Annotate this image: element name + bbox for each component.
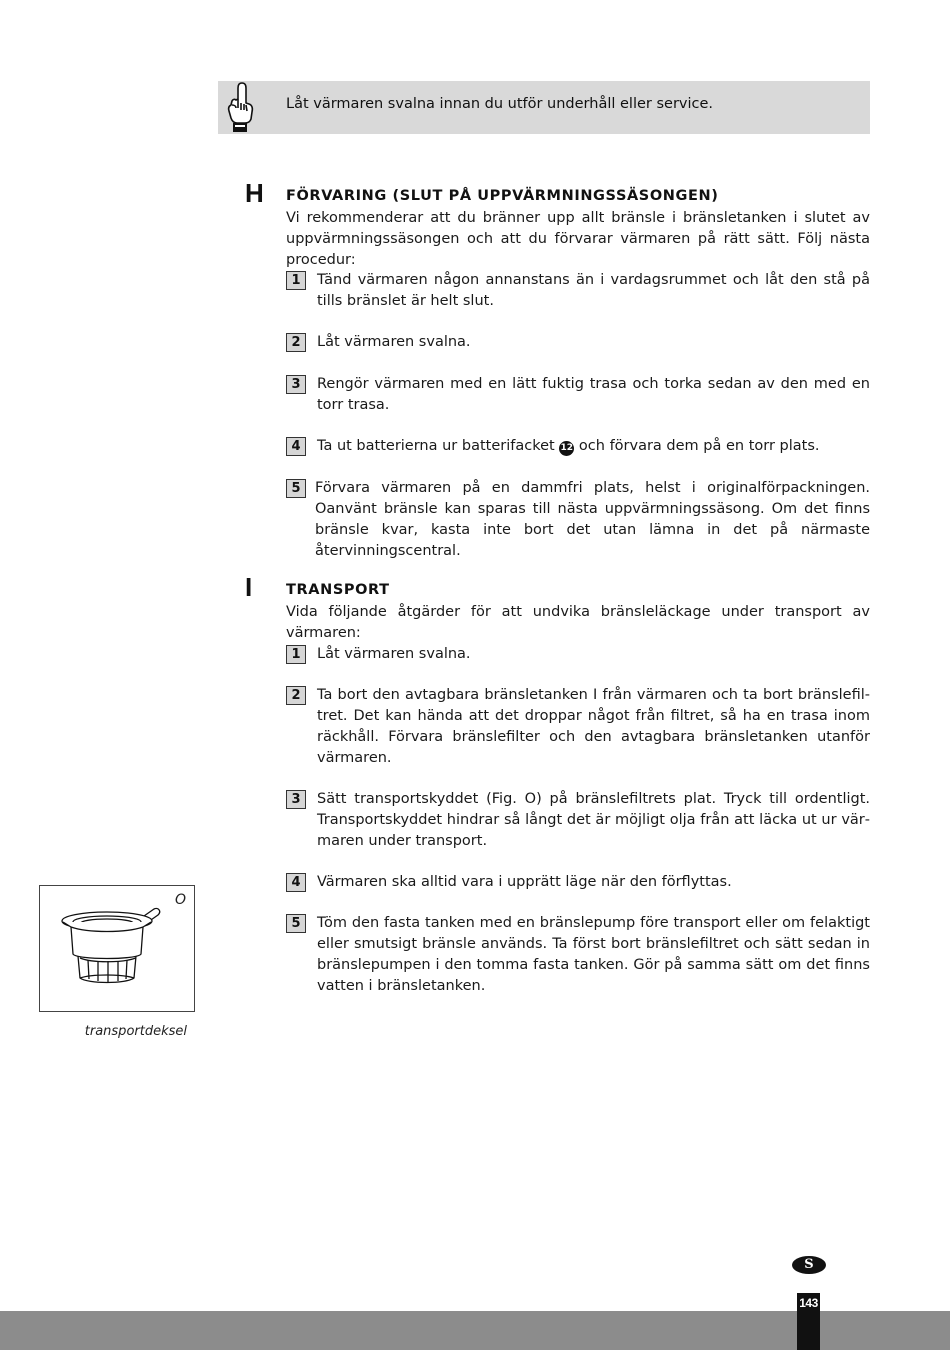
step-text-before: Ta ut batterierna ur batterifacket: [317, 438, 555, 454]
section-title-storage: FÖRVARING (SLUT PÅ UPPVÄRMNINGSSÄSONGEN): [286, 188, 719, 204]
step-transport-4: [286, 872, 870, 893]
warning-note: [218, 81, 870, 134]
step-text: Förvara värmaren på en dammfri plats, helst i originalförpackningen. Oanvänt bränsle kan sparas till nästa uppvärmningssäsong. Om det finns bränsle kvar, kasta inte bort det utan lämna in det på närmaste återvinningscentral.: [315, 480, 870, 559]
transport-cover-drawing: [58, 902, 168, 992]
step-transport-1: [286, 644, 870, 665]
language-badge: S: [792, 1256, 826, 1274]
step-number: 3: [286, 790, 306, 809]
step-text: Värmaren ska alltid vara i upprätt läge när den förflyttas.: [317, 874, 732, 890]
step-storage-3: [286, 374, 870, 416]
step-text: Låt värmaren svalna.: [317, 334, 471, 350]
step-number: 4: [286, 873, 306, 892]
step-storage-1: [286, 270, 870, 312]
step-text: Tänd värmaren någon annanstans än i vardagsrummet och låt den stå på tills bränslet är helt slut.: [317, 272, 870, 309]
step-number: 2: [286, 333, 306, 352]
step-text: [317, 436, 870, 457]
step-transport-3: [286, 789, 870, 852]
section-intro-transport: Vida följande åtgärder för att undvika bränsleläckage under transport av värmaren:: [286, 604, 870, 641]
page-number-tab: [797, 1293, 820, 1350]
step-text: Ta bort den avtagbara bränsletanken I från värmaren och ta bort bränslefiltret. Det kan hända att det droppar något från filtret, så ha en trasa inom räckhåll. Förvara bränslefilter och den avtagbara bränsletanken utanför värmaren.: [317, 687, 870, 766]
step-number: 5: [286, 479, 306, 498]
warning-text: Låt värmaren svalna innan du utför underhåll eller service.: [286, 96, 714, 112]
step-text: Töm den fasta tanken med en bränslepump före transport eller om felaktigt eller smutsigt bränsle används. Ta först bort bränslefiltret och sätt sedan in bränslepumpen i den tomma fasta tanken. Gör på samma sätt om det finns vatten i bränsletanken.: [317, 915, 870, 994]
step-text: Sätt transportskyddet (Fig. O) på bränslefiltrets plat. Tryck till ordentligt. Transportskyddet hindrar så långt det är möjligt olja från att läcka ut ur värmaren under transport.: [317, 791, 870, 849]
pointing-hand-icon: [224, 81, 256, 134]
step-storage-2: [286, 332, 870, 353]
step-text-after: och förvara dem på en torr plats.: [578, 438, 820, 454]
step-transport-2: [286, 685, 870, 769]
step-number: 4: [286, 437, 306, 456]
step-number: 1: [286, 645, 306, 664]
step-text: Låt värmaren svalna.: [317, 646, 471, 662]
section-title-transport: TRANSPORT: [286, 582, 390, 598]
step-number: 5: [286, 914, 306, 933]
figure-caption: transportdeksel: [84, 1024, 187, 1039]
step-number: 2: [286, 686, 306, 705]
step-storage-5: [286, 478, 870, 562]
step-transport-5: [286, 913, 870, 997]
figure-transport-cover: [39, 885, 195, 1012]
figure-letter: O: [174, 892, 186, 908]
page-number: 143: [799, 1296, 818, 1310]
step-storage-4: [286, 436, 870, 457]
battery-compartment-ref-icon: 12: [559, 441, 574, 456]
section-letter-i: I: [245, 572, 253, 602]
section-intro-storage: Vi rekommenderar att du bränner upp allt bränsle i bränsletanken i slutet av uppvärmningssäsongen och att du förvarar värmaren på rätt sätt. Följ nästa procedur:: [286, 210, 870, 268]
step-number: 1: [286, 271, 306, 290]
step-number: 3: [286, 375, 306, 394]
section-letter-h: H: [245, 178, 264, 208]
step-text: Rengör värmaren med en lätt fuktig trasa och torka sedan av den med en torr trasa.: [317, 376, 870, 413]
